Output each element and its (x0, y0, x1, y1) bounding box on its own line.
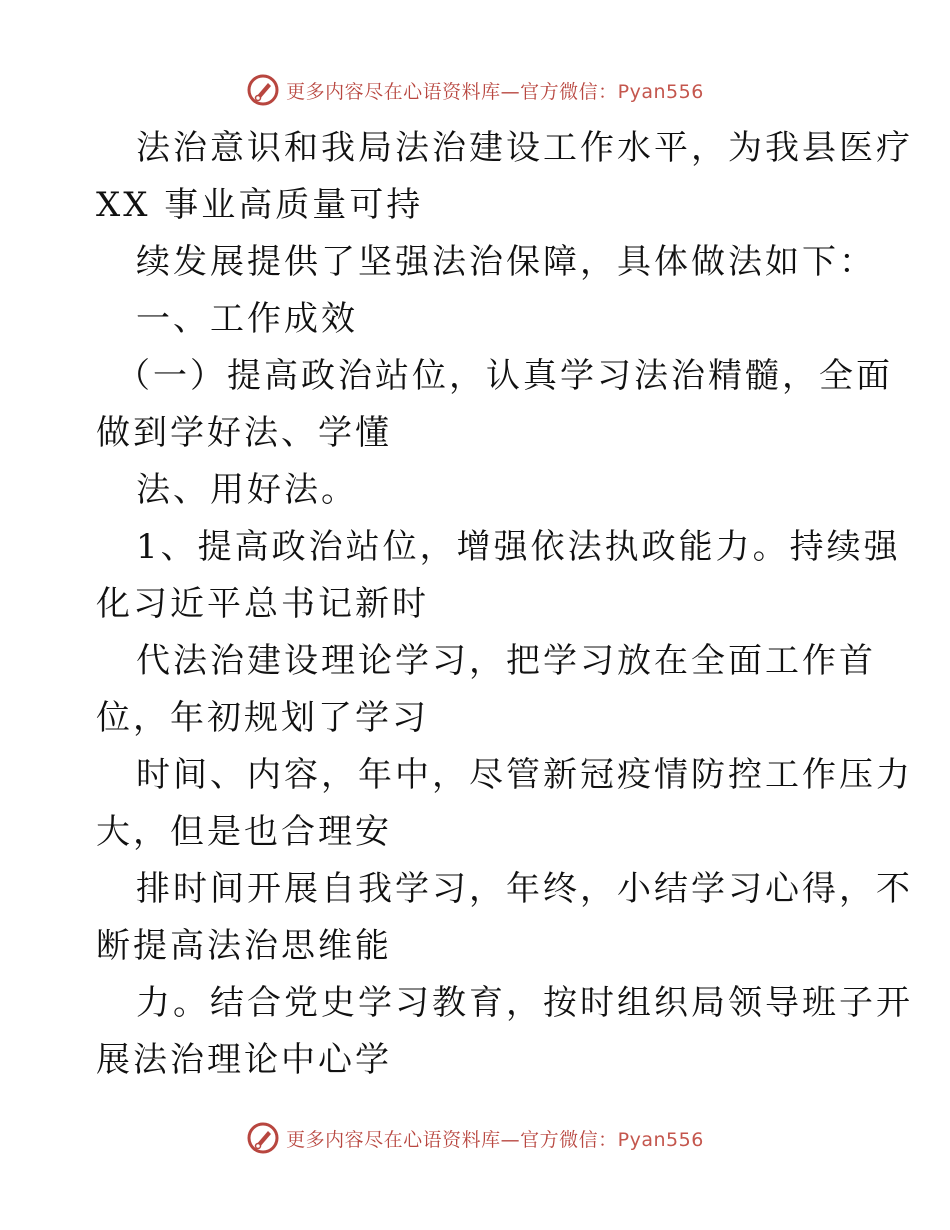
banner-text-en: Pyan556 (617, 1128, 704, 1151)
text-line: XX 事业高质量可持 (96, 185, 424, 225)
banner-text (286, 77, 704, 104)
text-line: 断提高法治思维能 (96, 926, 392, 966)
text-line: 法、用好法。 (136, 470, 358, 510)
banner-text-cn: 更多内容尽在心语资料库—官方微信： (286, 80, 618, 103)
banner-text (286, 1125, 704, 1152)
text-line: 展法治理论中心学 (96, 1040, 392, 1080)
footer-banner (0, 1118, 950, 1158)
text-line: 1、提高政治站位，增强依法执政能力。持续强 (136, 527, 901, 567)
text-line: （一）提高政治站位，认真学习法治精髓，全面 (116, 356, 893, 396)
pen-nib-logo-icon (246, 73, 280, 107)
document-body (96, 120, 913, 1089)
header-banner (0, 70, 950, 110)
banner-text-en: Pyan556 (617, 80, 704, 103)
pen-nib-logo-icon (246, 1121, 280, 1155)
text-line: 一、工作成效 (136, 299, 358, 339)
text-line: 化习近平总书记新时 (96, 584, 429, 624)
text-line: 法治意识和我局法治建设工作水平，为我县医疗 (136, 128, 913, 168)
text-line: 大，但是也合理安 (96, 812, 392, 852)
text-line: 续发展提供了坚强法治保障，具体做法如下： (136, 242, 876, 282)
text-line: 排时间开展自我学习，年终，小结学习心得，不 (136, 869, 913, 909)
text-line: 时间、内容，年中，尽管新冠疫情防控工作压力 (136, 755, 913, 795)
text-line: 力。结合党史学习教育，按时组织局领导班子开 (136, 983, 913, 1023)
banner-text-cn: 更多内容尽在心语资料库—官方微信： (286, 1128, 618, 1151)
text-line: 位，年初规划了学习 (96, 698, 429, 738)
text-line: 做到学好法、学懂 (96, 413, 392, 453)
text-line: 代法治建设理论学习，把学习放在全面工作首 (136, 641, 876, 681)
